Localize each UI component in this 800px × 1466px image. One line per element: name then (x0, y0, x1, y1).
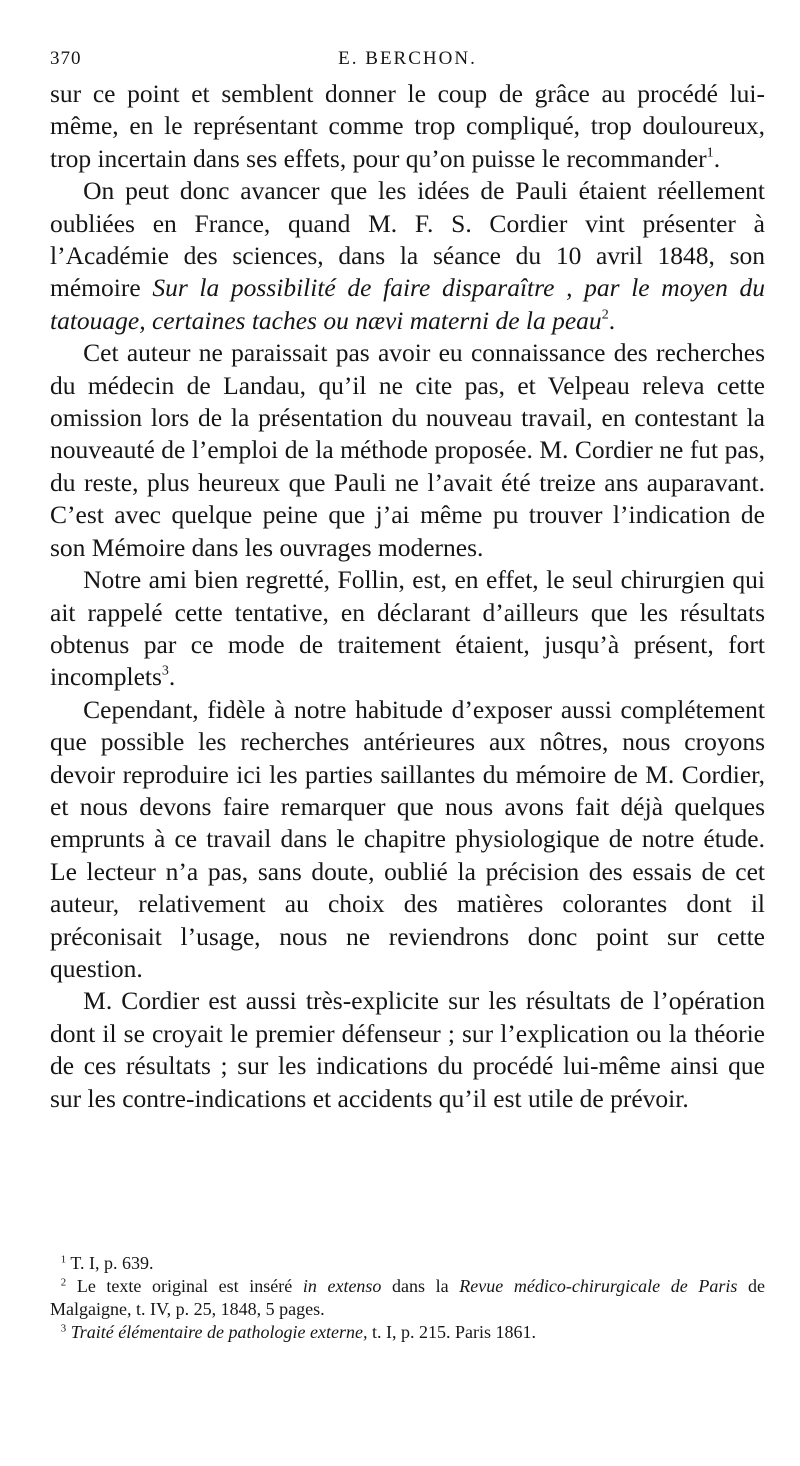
running-head: E. BERCHON. (338, 48, 477, 69)
paragraph (50, 78, 765, 175)
body-text (50, 78, 765, 1115)
text-run: Cet auteur ne paraissait pas avoir eu connaissance des recherches du médecin de Landau, qu’il ne cite pas, et Velpeau releva cette omission lors de la présentation du nouveau travail, en contestant la nouveauté de l’emploi de la méthode proposée. M. Cordier ne fut pas, du reste, plus heureux que Pauli ne l’avait été treize ans auparavant. C’est avec quelque peine que j’ai même pu trouver l’indication de son Mémoire dans les ouvrages modernes. (50, 338, 765, 562)
text-run: M. Cordier est aussi très-explicite sur les résultats de l’opération dont il se croyait le premier défenseur ; sur l’explication ou la théorie de ces résultats ; sur les indications du procédé lui-même ainsi que sur les contre-indications et accidents qu’il est utile de prévoir. (50, 986, 765, 1113)
footnote-marker: 2 (601, 307, 609, 323)
paragraph (50, 175, 765, 337)
footnote (50, 1275, 765, 1321)
paragraph (50, 337, 765, 564)
italic-text: Traité élémentaire de pathologie externe, (70, 1322, 368, 1342)
page-number: 370 (50, 48, 82, 69)
footnote-marker: 1 (60, 1253, 67, 1266)
footnote-marker: 1 (706, 145, 714, 161)
page-header (50, 38, 765, 78)
text-run: Cependant, fidèle à notre habitude d’exposer aussi complétement que possible les recherches antérieures aux nôtres, nous croyons devoir reproduire ici les parties saillantes du mémoire de M. Cordier, et nous devons faire remarquer que nous avons fait déjà quelques emprunts à ce travail dans le chapitre physiologique de notre étude. Le lecteur n’a pas, sans doute, oublié la précision des essais de cet auteur, relativement au choix des matières colorantes dont il préconisait l’usage, nous ne reviendrons donc point sur cette question. (50, 694, 765, 983)
text-run: . (608, 305, 616, 335)
footnotes (50, 1252, 765, 1344)
paragraph (50, 564, 765, 694)
italic-text: in extenso (302, 1276, 382, 1296)
paragraph (50, 985, 765, 1115)
italic-text: Sur la possibilité de faire disparaître , par le moyen du tatouage, certaines taches ou nævi materni de la peau (50, 273, 766, 335)
text-run: Notre ami bien regretté, Follin, est, en effet, le seul chirurgien qui ait rappelé cette tentative, en déclarant d’ailleurs que les résultats obtenus par ce mode de traitement étaient, jusqu’à présent, fort incomplets (50, 565, 765, 692)
text-run: de Malgaigne, t. IV, p. 25, 1848, 5 pages. (50, 1276, 765, 1319)
footnote-marker: 3 (161, 663, 169, 679)
text-run: sur ce point et semblent donner le coup de grâce au procédé lui-même, en le représentant comme trop compliqué, trop douloureux, trop incertain dans ses effets, pour qu’on puisse le recommander (50, 79, 765, 173)
footnote (50, 1321, 765, 1344)
text-run: . (168, 662, 176, 692)
footnote-marker: 2 (60, 1276, 67, 1289)
italic-text: Revue médico-chirurgicale de Paris (459, 1276, 738, 1296)
text-run: dans la (381, 1276, 460, 1296)
book-page (50, 38, 766, 1342)
paragraph (50, 694, 765, 986)
text-run: On peut donc avancer que les idées de Pauli étaient réellement oubliées en France, quand M. F. S. Cordier vint présenter à l’Académie des sciences, dans la séance du 10 avril 1848, son mémoire (50, 176, 765, 303)
text-run: t. I, p. 215. Paris 1861. (367, 1322, 536, 1342)
text-run: Le texte original est inséré (66, 1276, 303, 1296)
text-run: . (713, 143, 721, 173)
text-run: T. I, p. 639. (66, 1253, 154, 1273)
footnote-marker: 3 (60, 1322, 67, 1335)
footnote (50, 1252, 765, 1275)
